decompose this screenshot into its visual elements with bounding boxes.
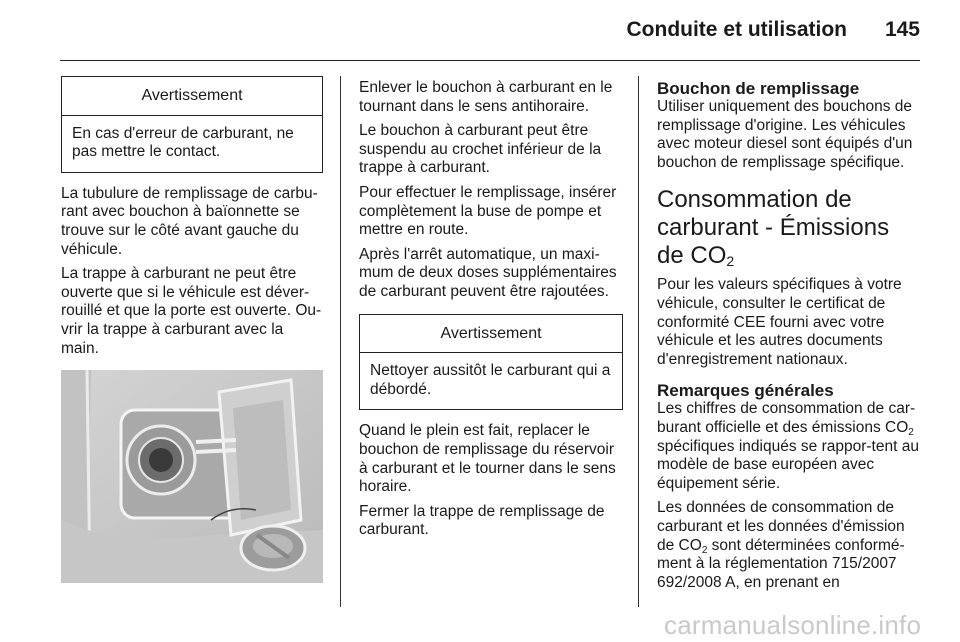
column-divider <box>340 76 341 607</box>
warning-title: Avertissement <box>62 77 322 116</box>
paragraph: La trappe à carburant ne peut être ouverte que si le véhicule est déver-rouillé et que la porte est ouverte. Ou-vrir la trappe à carburant avec la main. <box>61 265 322 357</box>
paragraph: Pour les valeurs spécifiques à votre véhicule, consulter le certificat de conformité CEE fourni avec votre véhicule et les autres documents d'enregistrement nationaux. <box>657 276 902 368</box>
paragraph-text: sont déterminées conformé-ment à la réglementation 715/2007 692/2008 A, en prenant en <box>657 536 905 591</box>
section-heading: Remarques générales <box>657 381 834 401</box>
warning-box <box>359 314 623 411</box>
paragraph: Utiliser uniquement des bouchons de remplissage d'origine. Les véhicules avec moteur diesel sont équipés d'un bouchon de remplissage spécifique. <box>657 98 913 171</box>
heading-text: de CO <box>657 242 727 270</box>
paragraph <box>657 400 921 493</box>
column-divider <box>638 76 639 607</box>
section-heading-large <box>657 186 921 270</box>
paragraph <box>657 499 921 592</box>
subscript: 2 <box>701 544 708 556</box>
heading-line <box>657 242 921 270</box>
warning-text: En cas d'erreur de carburant, ne pas mettre le contact. <box>72 124 294 161</box>
subscript: 2 <box>726 253 735 270</box>
header-rule <box>60 60 920 61</box>
page-header-title: Conduite et utilisation <box>626 18 847 41</box>
paragraph-text: spécifiques indiqués se rappor-tent au modèle de base européen avec équipement série. <box>657 437 919 492</box>
subscript: 2 <box>908 426 914 438</box>
paragraph: La tubulure de remplissage de carbu-rant avec bouchon à baïonnette se trouve sur le côté avant gauche du véhicule. <box>61 184 318 258</box>
paragraph-text: Les données de consommation de carburant et les données d'émission de CO <box>657 499 905 554</box>
column-1 <box>61 76 323 583</box>
warning-title: Avertissement <box>360 315 622 354</box>
page-number: 145 <box>884 18 920 41</box>
heading-line: Consommation de <box>657 186 852 214</box>
paragraph: Après l'arrêt automatique, un maxi-mum de deux doses supplémentaires de carburant peuvent être rajoutées. <box>359 245 617 300</box>
paragraph: Fermer la trappe de remplissage de carburant. <box>359 502 605 539</box>
column-2 <box>359 79 623 546</box>
warning-box <box>61 76 323 173</box>
warning-text: Nettoyer aussitôt le carburant qui a débordé. <box>370 362 611 398</box>
paragraph-text: Les chiffres de consommation de car-burant officielle et des émissions CO <box>657 400 916 436</box>
paragraph: Quand le plein est fait, replacer le bouchon de remplissage du réservoir à carburant et le tourner dans le sens horaire. <box>359 422 616 496</box>
paragraph: Le bouchon à carburant peut être suspendu au crochet inférieur de la trappe à carburant. <box>359 122 602 177</box>
paragraph: Pour effectuer le remplissage, insérer complètement la buse de pompe et mettre en route. <box>359 183 617 239</box>
site-watermark: carmanualsonline.info <box>664 610 922 640</box>
section-heading: Bouchon de remplissage <box>657 79 860 98</box>
heading-line: carburant - Émissions <box>657 214 890 242</box>
column-3 <box>657 79 921 598</box>
paragraph: Enlever le bouchon à carburant en le tournant dans le sens antihoraire. <box>359 79 613 115</box>
fuel-filler-illustration <box>61 370 323 583</box>
